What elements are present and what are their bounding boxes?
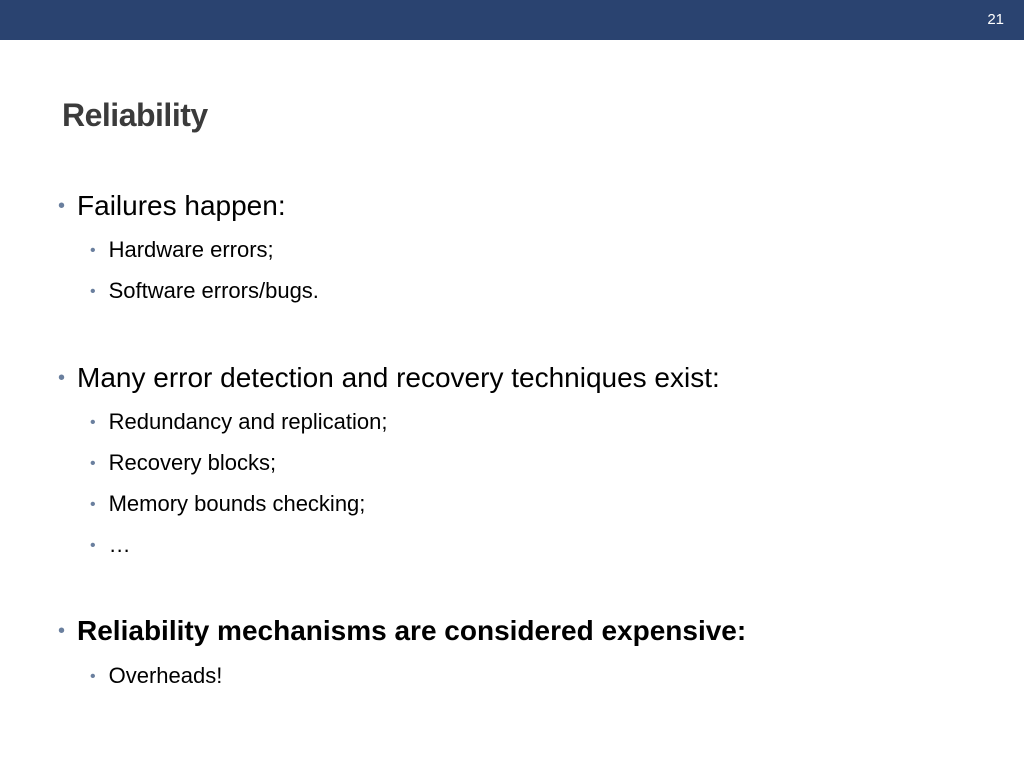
sub-bullet-text: … [108,532,131,557]
sub-bullet-item [90,663,222,689]
bullet-icon: • [90,455,96,472]
bullet-icon: • [90,414,96,431]
bullet-icon: • [90,668,96,685]
sub-bullet-item [90,491,365,517]
sub-bullet-item [90,450,276,476]
header-bar [0,0,1024,40]
bullet-text: Failures happen: [77,190,286,221]
bullet-icon: • [90,537,96,554]
bullet-item [58,190,286,222]
bullet-icon: • [58,367,66,389]
sub-bullet-text: Overheads! [108,663,223,688]
bullet-icon: • [90,496,96,513]
bullet-icon: • [90,242,96,259]
bullet-item [58,615,746,647]
bullet-text: Many error detection and recovery techniques exist: [77,362,720,393]
sub-bullet-text: Recovery blocks; [108,450,277,475]
sub-bullet-item [90,409,387,435]
bullet-icon: • [90,283,96,300]
bullet-text: Reliability mechanisms are considered expensive: [77,615,747,646]
slide-number: 21 [987,11,1004,28]
slide-title: Reliability [62,97,208,133]
bullet-icon: • [58,195,66,217]
sub-bullet-item [90,237,274,263]
sub-bullet-text: Software errors/bugs. [108,278,319,303]
sub-bullet-text: Redundancy and replication; [108,409,388,434]
sub-bullet-text: Memory bounds checking; [108,491,366,516]
sub-bullet-item [90,532,131,558]
bullet-icon: • [58,620,66,642]
sub-bullet-text: Hardware errors; [108,237,274,262]
sub-bullet-item [90,278,319,304]
bullet-item [58,362,720,394]
